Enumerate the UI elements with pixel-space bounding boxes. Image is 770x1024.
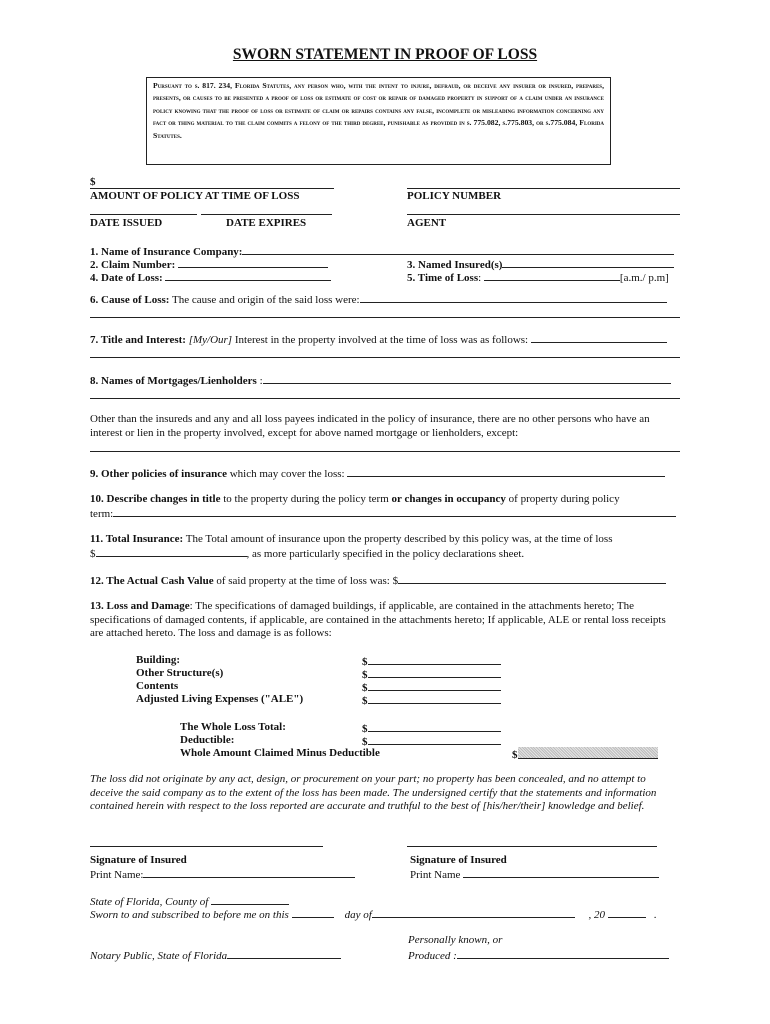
- acv-text: of said property at the time of loss was: $: [216, 575, 399, 587]
- other-policies-label: 9. Other policies of insurance: [90, 468, 227, 480]
- sworn-label: Sworn to and subscribed to before me on this: [90, 909, 289, 921]
- claimed-amount: [512, 747, 658, 763]
- print-name-left-label: Print Name:: [90, 869, 144, 881]
- cause-text: The cause and origin of the said loss were:: [172, 294, 360, 306]
- changes-field[interactable]: [113, 506, 676, 517]
- loss-row-ale: Adjusted Living Expenses ("ALE"): [136, 693, 304, 705]
- title-myour: [My/Our]: [188, 334, 233, 346]
- changes-text-2: of property during policy: [508, 493, 620, 505]
- produced-label: Produced :: [408, 950, 457, 962]
- total-amount-field[interactable]: [96, 546, 247, 557]
- whole-loss-label: The Whole Loss Total:: [180, 721, 286, 733]
- other-persons-field-line[interactable]: [90, 451, 680, 452]
- signature-right-label: Signature of Insured: [410, 854, 507, 866]
- item-date-of-loss: [90, 270, 331, 286]
- notary-public-label: Notary Public, State of Florida: [90, 950, 228, 962]
- total-text-2: , as more particularly specified in the policy declarations sheet.: [246, 548, 525, 560]
- print-name-left: [90, 867, 355, 883]
- total-amount-row: [90, 546, 524, 562]
- print-name-left-field[interactable]: [143, 867, 355, 878]
- acv-field[interactable]: [398, 573, 666, 584]
- other-persons-paragraph: Other than the insureds and any and all loss payees indicated in the policy of insurance, there are no other persons who have an interest or lien in the property involved, except for above named mortgage or lienholders, except:: [90, 413, 650, 439]
- dollar-sign: $: [362, 695, 368, 707]
- deductible-field[interactable]: [368, 734, 501, 745]
- mortgages-label: 8. Names of Mortgages/Lienholders: [90, 375, 257, 387]
- certification-paragraph: The loss did not originate by any act, design, or procurement on your part; no property has been concealed, and no attempt to deceive the said company as to the extent of the loss has been made. The undersigned certify that the statements and information contained herein with respect to the loss reported are accurate and truthful to the best of [his/her/their] knowledge and belief.: [90, 773, 657, 812]
- cause-field-line-2[interactable]: [90, 317, 680, 318]
- item-other-policies: [90, 466, 665, 482]
- claimed-label: Whole Amount Claimed Minus Deductible: [180, 747, 380, 759]
- total-dollar: $: [90, 548, 96, 560]
- agent-line[interactable]: [407, 214, 680, 215]
- sworn-day-field[interactable]: [292, 907, 334, 918]
- other-policies-text: which may cover the loss:: [229, 468, 345, 480]
- date-of-loss-label: 4. Date of Loss:: [90, 272, 163, 284]
- county-field[interactable]: [211, 894, 289, 905]
- sworn-month-field[interactable]: [372, 907, 575, 918]
- insurance-company-label: 1. Name of Insurance Company:: [90, 246, 243, 258]
- day-of-label: day of: [344, 909, 372, 921]
- acv-label: 12. The Actual Cash Value: [90, 575, 214, 587]
- claimed-amount-field[interactable]: [518, 747, 658, 759]
- other-policies-field[interactable]: [347, 466, 665, 477]
- produced-field[interactable]: [457, 948, 669, 959]
- notary-public-field[interactable]: [227, 948, 341, 959]
- mortgages-field[interactable]: [263, 373, 671, 384]
- item-cause-of-loss: [90, 292, 667, 308]
- amount-of-policy-line[interactable]: [90, 188, 334, 189]
- statute-notice: Pursuant to s. 817. 234, Florida Statutes, any person who, with the intent to injure, defraud, or deceive any insurer or insured, prepares, presents, or causes to be presented a proof of loss or estimate of cost or repair of damaged property in support of a claim under an insurance policy knowing that the proof of loss or estimate of claim or repairs contains any false, incomplete or misleading information concerning any fact or thing material to the claim commits a felony of the third degree, punishable as provided in s. 775.082, s.775.803, or s.775.084, Florida Statutes.: [146, 77, 611, 165]
- dollar-sign: $: [362, 669, 368, 681]
- sworn-year-field[interactable]: [608, 907, 646, 918]
- insurance-company-field[interactable]: [242, 244, 674, 255]
- print-name-right-label: Print Name: [410, 869, 461, 881]
- policy-number-label: POLICY NUMBER: [407, 190, 502, 202]
- claim-number-field[interactable]: [178, 257, 328, 268]
- agent-label: AGENT: [407, 217, 447, 229]
- loss-row-contents: Contents: [136, 680, 179, 692]
- signature-right-line[interactable]: [407, 846, 657, 847]
- personally-known-label: Personally known, or: [408, 934, 503, 946]
- changes-label: 10. Describe changes in title: [90, 493, 221, 505]
- total-text: The Total amount of insurance upon the property described by this policy was, at the time of loss: [185, 533, 613, 545]
- time-of-loss-field[interactable]: [484, 270, 620, 281]
- item-title-interest: [90, 332, 667, 348]
- whole-loss-field[interactable]: [368, 721, 501, 732]
- date-of-loss-field[interactable]: [165, 270, 331, 281]
- building-amount-field[interactable]: [368, 654, 501, 665]
- loss-text: : The specifications of damaged buildings, if applicable, are contained in the attachments hereto; The specifications of damaged contents, if applicable, are contained in the attachments hereto; If applicable, ALE or rental loss receipts are attached hereto. The loss and damage is as follows:: [90, 600, 666, 639]
- item-time-of-loss: [407, 270, 669, 286]
- item-actual-cash-value: [90, 573, 666, 589]
- amount-dollar-sign: $: [90, 176, 96, 188]
- cause-field[interactable]: [360, 292, 667, 303]
- item-mortgages: [90, 373, 671, 389]
- policy-number-line[interactable]: [407, 188, 680, 189]
- title-field[interactable]: [531, 332, 667, 343]
- twenty-label: , 20: [588, 909, 606, 921]
- ale-amount-field[interactable]: [368, 693, 501, 704]
- item-changes: [90, 493, 620, 507]
- am-pm-label: [a.m./ p.m]: [619, 272, 669, 284]
- date-expires-label: DATE EXPIRES: [226, 217, 307, 229]
- claim-number-label: 2. Claim Number:: [90, 259, 176, 271]
- title-label: 7. Title and Interest:: [90, 334, 186, 346]
- dollar-sign: $: [362, 736, 368, 748]
- signature-left-label: Signature of Insured: [90, 854, 187, 866]
- notary-public-row: [90, 948, 341, 964]
- state-county-label: State of Florida, County of: [90, 896, 209, 908]
- form-title: SWORN STATEMENT IN PROOF OF LOSS: [232, 46, 538, 63]
- changes-label-2: or changes in occupancy: [391, 493, 506, 505]
- amount-of-policy-label: AMOUNT OF POLICY AT TIME OF LOSS: [90, 190, 300, 202]
- loss-row-building: Building:: [136, 654, 181, 666]
- mortgages-colon: :: [259, 375, 263, 387]
- changes-text-1: to the property during the policy term: [223, 493, 389, 505]
- mortgages-field-line-2[interactable]: [90, 398, 680, 399]
- title-text: Interest in the property involved at the time of loss was as follows:: [234, 334, 529, 346]
- dollar-sign: $: [362, 723, 368, 735]
- deductible-amount: [362, 734, 501, 750]
- date-expires-line[interactable]: [201, 214, 332, 215]
- title-field-line-2[interactable]: [90, 357, 680, 358]
- item-loss-and-damage: [90, 600, 680, 641]
- item-total-insurance: [90, 533, 613, 547]
- signature-left-line[interactable]: [90, 846, 323, 847]
- total-label: 11. Total Insurance:: [90, 533, 184, 545]
- produced-row: [408, 948, 669, 964]
- other-structures-amount-field[interactable]: [368, 667, 501, 678]
- contents-amount-field[interactable]: [368, 680, 501, 691]
- dollar-sign: $: [362, 656, 368, 668]
- print-name-right-field[interactable]: [463, 867, 659, 878]
- named-insured-label: 3. Named Insured(s): [407, 259, 503, 271]
- notary-sworn-row: [90, 907, 657, 923]
- changes-term: term:: [90, 508, 114, 520]
- named-insured-field[interactable]: [502, 257, 674, 268]
- dollar-sign: $: [362, 682, 368, 694]
- deductible-label: Deductible:: [180, 734, 235, 746]
- changes-term-row: [90, 506, 676, 522]
- time-of-loss-colon: :: [478, 272, 482, 284]
- loss-row-other-structures: Other Structure(s): [136, 667, 224, 679]
- time-of-loss-label: 5. Time of Loss: [407, 272, 479, 284]
- date-issued-line[interactable]: [90, 214, 197, 215]
- dollar-sign: $: [512, 749, 518, 761]
- ale-amount: [362, 693, 501, 709]
- print-name-right: [410, 867, 659, 883]
- period: .: [654, 909, 657, 921]
- loss-label: 13. Loss and Damage: [90, 600, 190, 612]
- cause-label: 6. Cause of Loss:: [90, 294, 170, 306]
- date-issued-label: DATE ISSUED: [90, 217, 163, 229]
